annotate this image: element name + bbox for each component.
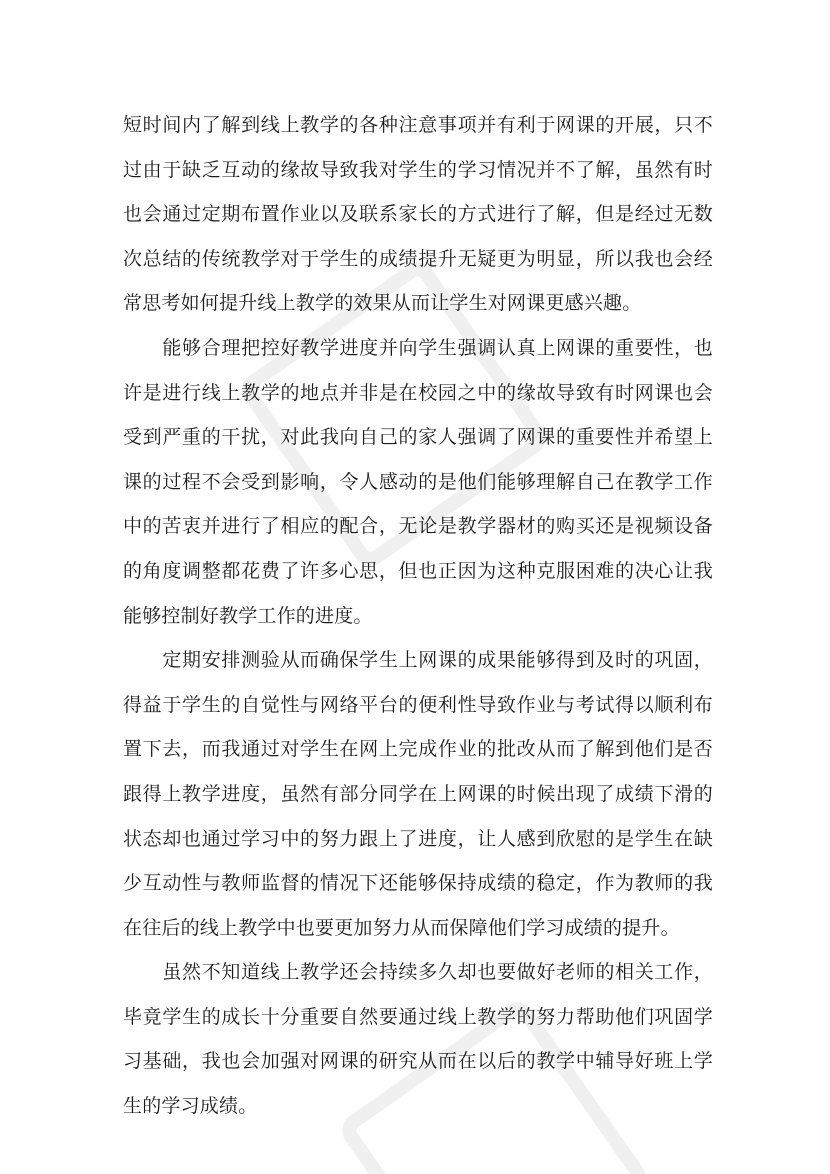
- paragraph-3: 定期安排测验从而确保学生上网课的成果能够得到及时的巩固，得益于学生的自觉性与网络平台的便利性导致作业与考试得以顺利布置下去，而我通过对学生在网上完成作业的批改从而了解到他们是否跟得上教学进度，虽然有部分同学在上网课的时候出现了成绩下滑的状态却也通过学习中的努力跟上了进度，让人感到欣慰的是学生在缺少互动性与教师监督的情况下还能够保持成绩的稳定，作为教师的我在往后的线上教学中也要更加努力从而保障他们学习成绩的提升。: [123, 649, 713, 939]
- paragraph-4: 虽然不知道线上教学还会持续多久却也要做好老师的相关工作，毕竟学生的成长十分重要自然要通过线上教学的努力帮助他们巩固学习基础，我也会加强对网课的研究从而在以后的教学中辅导好班上学生的学习成绩。: [123, 961, 713, 1118]
- paragraph-2: 能够合理把控好教学进度并向学生强调认真上网课的重要性，也许是进行线上教学的地点并非是在校园之中的缘故导致有时网课也会受到严重的干扰，对此我向自己的家人强调了网课的重要性并希望上课的过程不会受到影响，令人感动的是他们能够理解自己在教学工作中的苦衷并进行了相应的配合，无论是教学器材的购买还是视频设备的角度调整都花费了许多心思，但也正因为这种克服困难的决心让我能够控制好教学工作的进度。: [123, 336, 713, 627]
- paragraph-1: 短时间内了解到线上教学的各种注意事项并有利于网课的开展，只不过由于缺乏互动的缘故导致我对学生的学习情况并不了解，虽然有时也会通过定期布置作业以及联系家长的方式进行了解，但是经过无数次总结的传统教学对于学生的成绩提升无疑更为明显，所以我也会经常思考如何提升线上教学的效果从而让学生对网课更感兴趣。: [123, 114, 713, 315]
- document-body: [123, 103, 713, 1129]
